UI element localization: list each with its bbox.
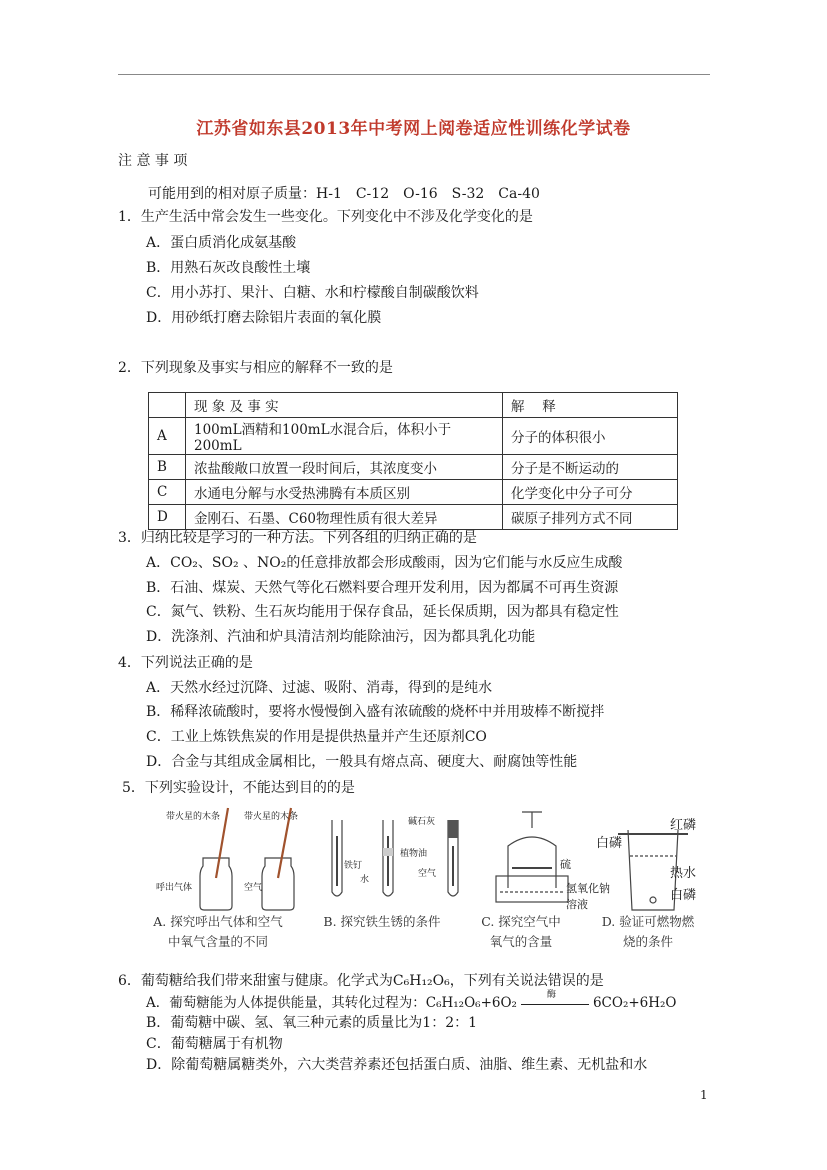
q6-option-b: B．葡萄糖中碳、氢、氧三种元素的质量比为1：2：1 xyxy=(146,1015,478,1031)
enzyme-label: 酶 xyxy=(546,989,556,1000)
q6-stem: 6．葡萄糖给我们带来甜蜜与健康。化学式为C₆H₁₂O₆，下列有关说法错误的是 xyxy=(118,973,604,989)
fig-a-label-stick2: 带火星的木条 xyxy=(244,812,299,822)
table-cell: 化学变化中分子可分 xyxy=(503,480,678,505)
fig-c-bell-jar xyxy=(496,812,568,902)
fig-c-label-sulfur: 硫 xyxy=(560,858,571,871)
table-cell: 水通电分解与水受热沸腾有本质区别 xyxy=(186,480,503,505)
q5-caption-b: B. 探究铁生锈的条件 xyxy=(323,914,441,929)
fig-b-label-nail: 铁钉 xyxy=(344,861,363,871)
arrow-line xyxy=(521,1004,589,1005)
table-row xyxy=(149,480,678,505)
table-cell: 100mL酒精和100mL水混合后，体积小于200mL xyxy=(186,418,503,455)
header-rule xyxy=(118,74,710,75)
table-cell: C xyxy=(149,480,186,505)
q3-option-b: B．石油、煤炭、天然气等化石燃料要合理开发利用，因为都属不可再生资源 xyxy=(146,580,619,596)
table-cell: 分子的体积很小 xyxy=(503,418,678,455)
table-cell: 碳原子排列方式不同 xyxy=(503,505,678,530)
atomic-masses: 可能用到的相对原子质量：H-1 C-12 O-16 S-32 Ca-40 xyxy=(148,186,540,202)
page-title: 江苏省如东县2013年中考网上阅卷适应性训练化学试卷 xyxy=(196,119,631,139)
notice-heading: 注 意 事 项 xyxy=(118,153,188,169)
q1-option-d: D．用砂纸打磨去除铝片表面的氧化膜 xyxy=(146,310,382,326)
table-cell: 浓盐酸敞口放置一段时间后，其浓度变小 xyxy=(186,455,503,480)
q6-option-a-suffix: 6CO₂+6H₂O xyxy=(592,995,677,1011)
q6-option-a-prefix: A．葡萄糖能为人体提供能量，其转化过程为：C₆H₁₂O₆+6O₂ xyxy=(146,995,517,1011)
table-cell: D xyxy=(149,505,186,530)
q6-option-d: D．除葡萄糖属糖类外，六大类营养素还包括蛋白质、油脂、维生素、无机盐和水 xyxy=(146,1057,648,1073)
table-cell xyxy=(149,393,186,418)
fig-b-label-desiccant: 碱石灰 xyxy=(408,817,436,827)
table-header-row xyxy=(149,393,678,418)
fig-b-label-oil: 植物油 xyxy=(400,849,428,859)
q2-table xyxy=(148,392,678,530)
fig-d-label-white-phosphorus-bottom: 白磷 xyxy=(670,888,697,903)
fig-a-bottles xyxy=(200,808,294,910)
fig-b-label-air: 空气 xyxy=(418,869,437,879)
q4-option-c: C．工业上炼铁焦炭的作用是提供热量并产生还原剂CO xyxy=(146,729,487,745)
q1-stem: 1．生产生活中常会发生一些变化。下列变化中不涉及化学变化的是 xyxy=(118,209,533,225)
fig-a-label-gas1: 呼出气体 xyxy=(156,883,193,893)
q6-option-c: C．葡萄糖属于有机物 xyxy=(146,1036,283,1052)
table-cell: B xyxy=(149,455,186,480)
q5-caption-c: C. 探究空气中氧气的含量 xyxy=(481,914,561,949)
table-cell: 金刚石、石墨、C60物理性质有很大差异 xyxy=(186,505,503,530)
table-cell: A xyxy=(149,418,186,455)
fig-b-label-water: 水 xyxy=(360,875,370,885)
q1-option-a: A．蛋白质消化成氨基酸 xyxy=(146,235,297,251)
page-number: 1 xyxy=(700,1088,708,1102)
q6-option-a xyxy=(146,991,677,1011)
fig-a-label-stick1: 带火星的木条 xyxy=(166,812,221,822)
fig-d-label-white-phosphorus-top: 白磷 xyxy=(596,836,623,851)
table-row xyxy=(149,505,678,530)
fig-c-label-naoh: 氢氧化钠溶液 xyxy=(566,882,610,911)
reaction-arrow xyxy=(517,989,593,1011)
q3-option-c: C．氮气、铁粉、生石灰均能用于保存食品，延长保质期，因为都具有稳定性 xyxy=(146,604,619,620)
q4-stem: 4．下列说法正确的是 xyxy=(118,655,253,671)
q5-caption-d: D. 验证可燃物燃烧的条件 xyxy=(601,914,695,949)
q4-option-a: A．天然水经过沉降、过滤、吸附、消毒，得到的是纯水 xyxy=(146,680,493,696)
table-cell: 现 象 及 事 实 xyxy=(186,393,503,418)
fig-a-label-gas2: 空气 xyxy=(244,883,263,893)
q4-option-b: B．稀释浓硫酸时，要将水慢慢倒入盛有浓硫酸的烧杯中并用玻棒不断搅拌 xyxy=(146,704,605,720)
q2-stem: 2．下列现象及事实与相应的解释不一致的是 xyxy=(118,360,393,376)
table-row xyxy=(149,418,678,455)
q3-stem: 3．归纳比较是学习的一种方法。下列各组的归纳正确的是 xyxy=(118,530,477,546)
fig-d-label-red-phosphorus: 红磷 xyxy=(670,818,697,833)
q3-option-a: A．CO₂、SO₂ 、NO₂的任意排放都会形成酸雨，因为它们能与水反应生成酸 xyxy=(146,555,623,571)
q1-option-b: B．用熟石灰改良酸性土壤 xyxy=(146,260,311,276)
q5-caption-a: A. 探究呼出气体和空气中氧气含量的不同 xyxy=(153,914,283,949)
table-cell: 解 释 xyxy=(503,393,678,418)
table-row xyxy=(149,455,678,480)
q4-option-d: D．合金与其组成金属相比，一般具有熔点高、硬度大、耐腐蚀等性能 xyxy=(146,754,578,770)
table-cell: 分子是不断运动的 xyxy=(503,455,678,480)
q5-stem: 5．下列实验设计，不能达到目的的是 xyxy=(122,780,355,796)
q3-option-d: D．洗涤剂、汽油和炉具清洁剂均能除油污，因为都具乳化功能 xyxy=(146,629,536,645)
fig-d-label-hot-water: 热水 xyxy=(670,866,697,881)
q1-option-c: C．用小苏打、果汁、白糖、水和柠檬酸自制碳酸饮料 xyxy=(146,285,479,301)
